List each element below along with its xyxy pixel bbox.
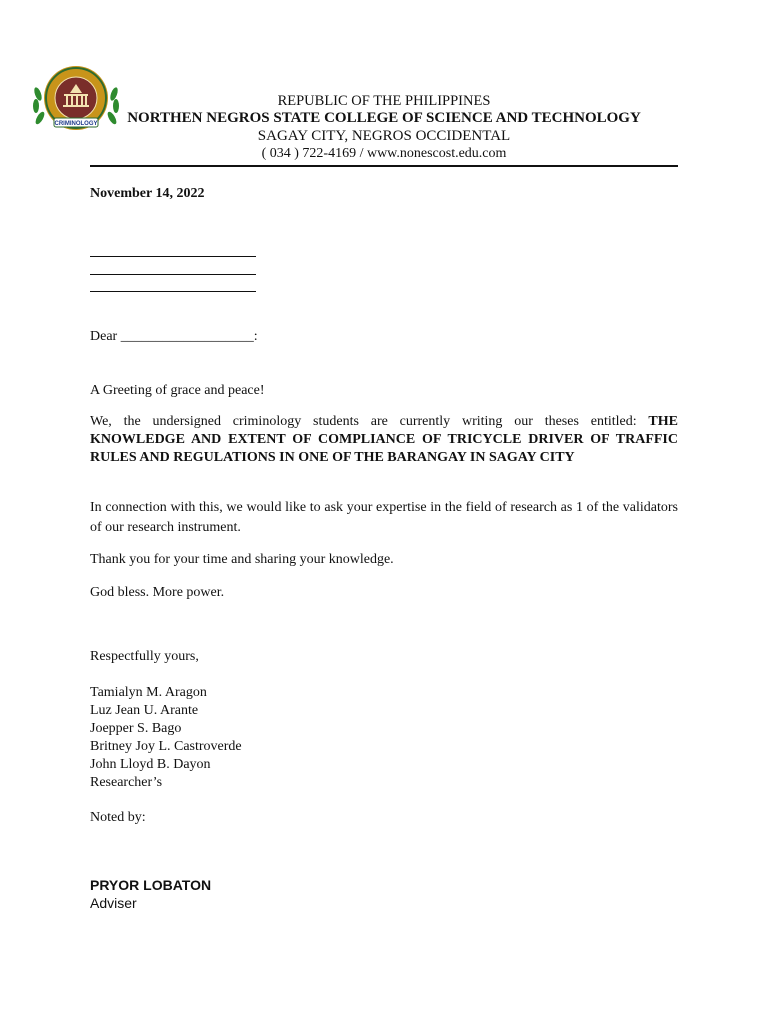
closing: Respectfully yours, [90,649,199,664]
greeting: A Greeting of grace and peace! [90,383,265,398]
salutation [90,329,258,345]
adviser-role: Adviser [90,895,137,911]
thesis-title: THE KNOWLEDGE AND EXTENT OF COMPLIANCE OF TRICYCLE DRIVER OF TRAFFIC RULES AND REGULATIONS IN ONE OF THE BARANGAY IN SAGAY CITY [90,414,678,465]
adviser-name: PRYOR LOBATON [90,877,212,893]
letter-date: November 14, 2022 [90,186,205,201]
letterhead-republic: REPUBLIC OF THE PHILIPPINES [277,93,491,109]
salutation-blank: ___________________ [120,329,254,344]
recipient-line-1 [90,256,256,257]
recipient-line-3 [90,291,256,292]
noted-by-label: Noted by: [90,810,146,825]
blessing-line: God bless. More power. [90,585,225,600]
researcher-name: Tamialyn M. Aragon [90,685,207,700]
letterhead-college: NORTHEN NEGROS STATE COLLEGE OF SCIENCE AND TECHNOLOGY [127,110,641,126]
researcher-name: Britney Joy L. Castroverde [90,739,242,754]
thanks-line: Thank you for your time and sharing your knowledge. [90,552,394,567]
salutation-prefix: Dear [90,329,121,344]
letterhead-address: SAGAY CITY, NEGROS OCCIDENTAL [257,128,511,144]
letterhead-contact: ( 034 ) 722-4169 / www.nonescost.edu.com [261,146,507,161]
salutation-suffix: : [253,329,258,344]
researchers-label: Researcher’s [90,775,163,790]
researcher-name: John Lloyd B. Dayon [90,757,211,772]
intro-paragraph [90,413,678,467]
researcher-name: Joepper S. Bago [90,721,182,736]
logo-banner-text: CRIMINOLOGY [54,121,98,127]
researcher-list [90,684,242,792]
researcher-name: Luz Jean U. Arante [90,703,199,718]
header-divider [90,165,678,167]
request-paragraph: In connection with this, we would like to ask your expertise in the field of research as 1 of the validators of our research instrument. [90,500,678,535]
intro-text: We, the undersigned criminology students are currently writing our theses entitled: [90,414,649,429]
recipient-line-2 [90,274,256,275]
